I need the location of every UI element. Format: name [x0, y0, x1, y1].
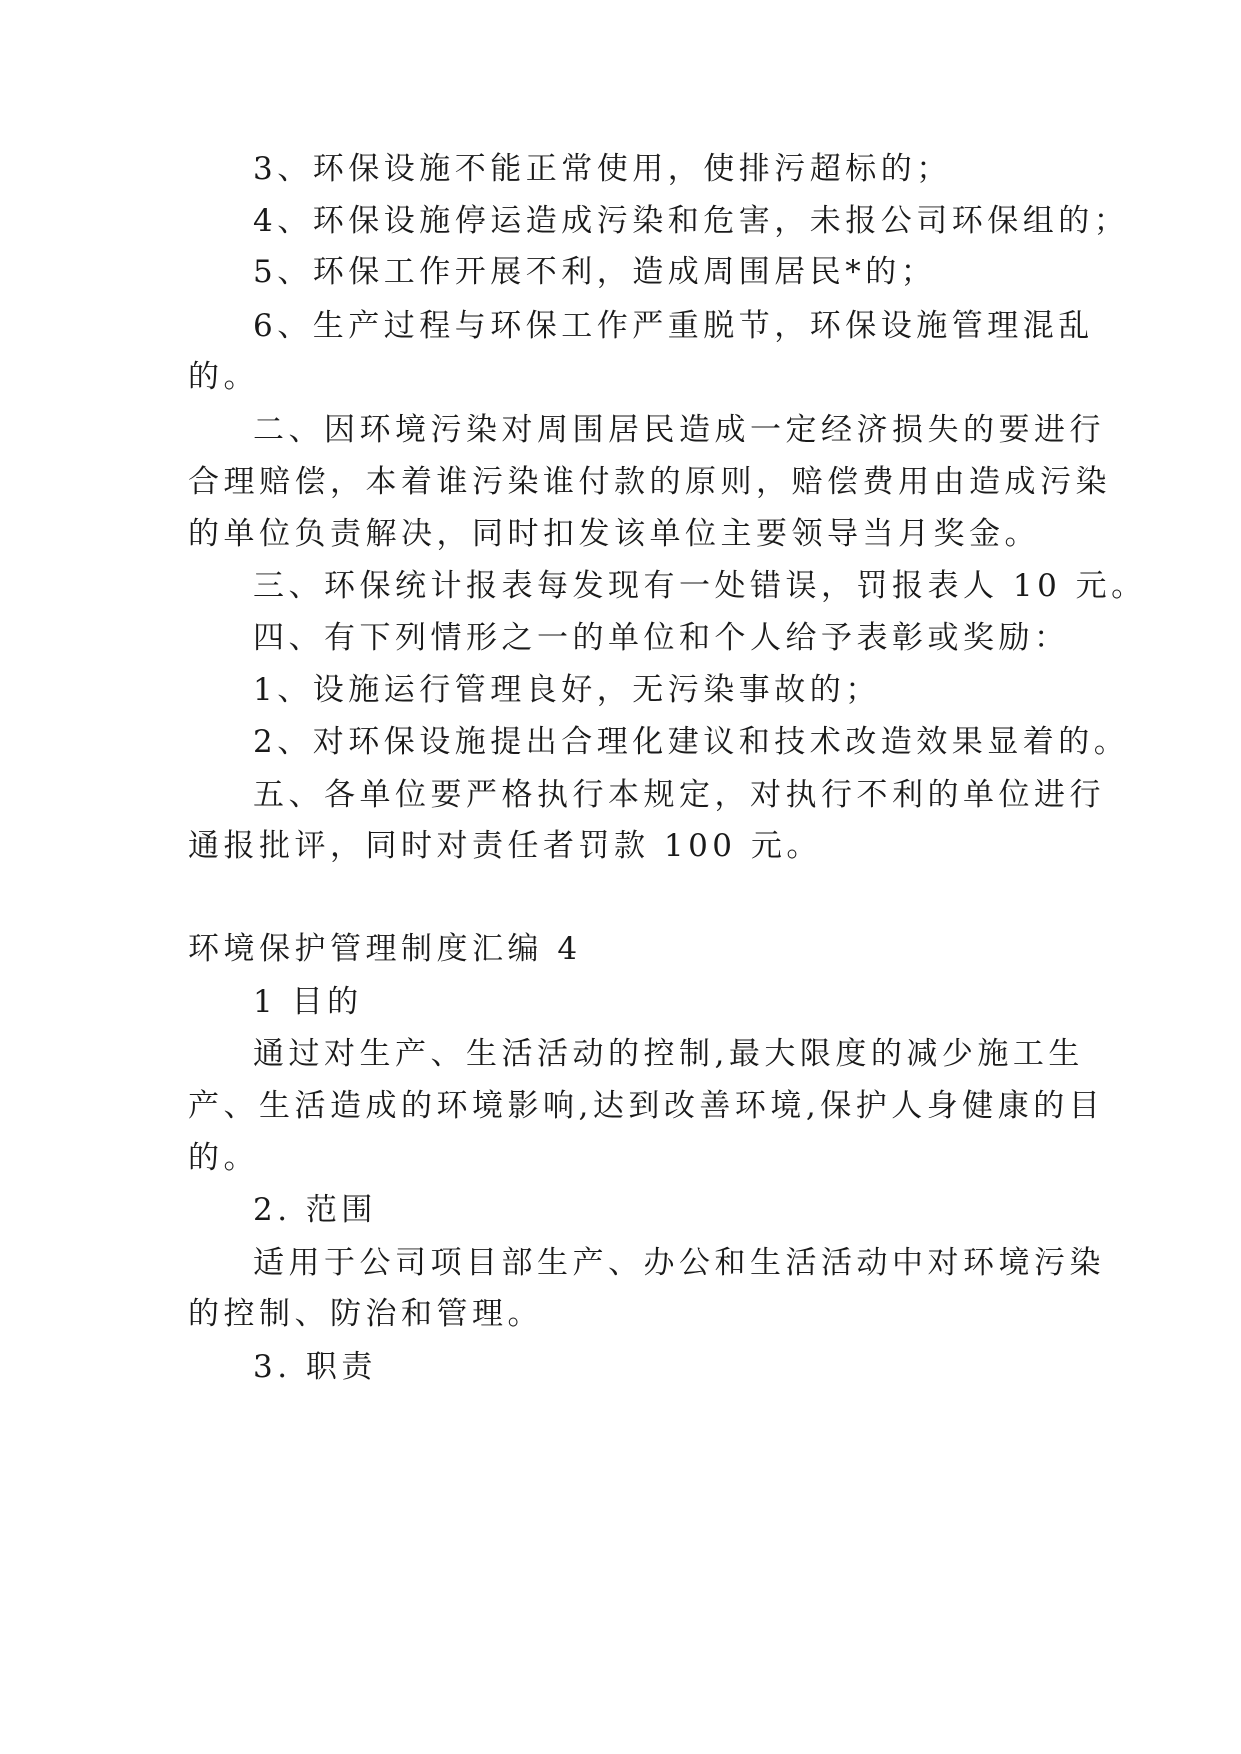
text-line: 2. 范围: [253, 1192, 377, 1228]
text-line: 的。: [188, 359, 259, 395]
text-line: 4、环保设施停运造成污染和危害，未报公司环保组的；: [253, 203, 1130, 239]
text-line: 1 目的: [253, 984, 363, 1020]
text-line: 合理赔偿，本着谁污染谁付款的原则，赔偿费用由造成污染: [188, 464, 1111, 500]
text-line: 的控制、防治和管理。: [188, 1296, 543, 1332]
text-line: 二、因环境污染对周围居民造成一定经济损失的要进行: [253, 412, 1105, 448]
text-line: 2、对环保设施提出合理化建议和技术改造效果显着的。: [253, 724, 1130, 760]
section-title: 环境保护管理制度汇编 4: [188, 931, 582, 967]
text-line: 五、各单位要严格执行本规定，对执行不利的单位进行: [253, 777, 1105, 813]
text-line: 3、环保设施不能正常使用，使排污超标的；: [253, 151, 952, 187]
text-line: 四、有下列情形之一的单位和个人给予表彰或奖励：: [253, 620, 1070, 656]
text-line: 5、环保工作开展不利，造成周围居民*的；: [253, 254, 937, 290]
text-line: 的。: [188, 1140, 259, 1176]
text-line: 1、设施运行管理良好，无污染事故的；: [253, 672, 881, 708]
text-line: 6、生产过程与环保工作严重脱节，环保设施管理混乱: [253, 308, 1094, 344]
text-line: 产、生活造成的环境影响,达到改善环境,保护人身健康的目: [188, 1088, 1105, 1124]
text-line: 适用于公司项目部生产、办公和生活活动中对环境污染: [253, 1245, 1105, 1281]
text-line: 三、环保统计报表每发现有一处错误，罚报表人 10 元。: [253, 568, 1147, 604]
text-line: 3. 职责: [253, 1349, 377, 1385]
text-line: 的单位负责解决，同时扣发该单位主要领导当月奖金。: [188, 516, 1040, 552]
text-line: 通过对生产、生活活动的控制,最大限度的减少施工生: [253, 1036, 1084, 1072]
text-line: 通报批评，同时对责任者罚款 100 元。: [188, 828, 822, 864]
